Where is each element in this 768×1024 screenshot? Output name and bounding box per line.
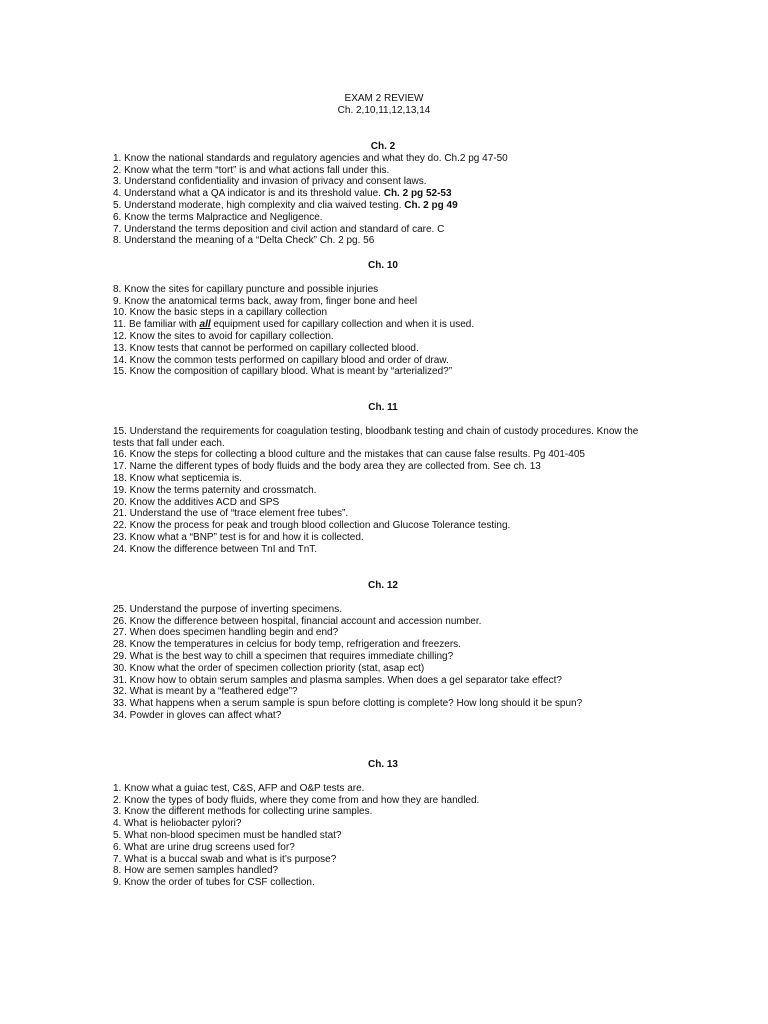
review-item-text: 32. What is meant by a “feathered edge”? <box>113 686 298 698</box>
review-item <box>113 497 653 509</box>
review-item-text: 9. Know the order of tubes for CSF collection. <box>113 877 315 889</box>
review-item-text: 24. Know the difference between TnI and TnT. <box>113 543 318 555</box>
review-item <box>113 366 653 378</box>
review-item <box>113 651 653 663</box>
review-item <box>113 520 653 532</box>
review-item <box>113 544 653 556</box>
review-list <box>113 153 653 247</box>
review-item-text: 1. Know the national standards and regulatory agencies and what they do. Ch.2 pg 47-50 <box>113 152 508 164</box>
review-item-text: 3. Understand confidentiality and invasion of privacy and consent laws. <box>113 176 427 188</box>
review-item-text: 15. Understand the requirements for coagulation testing, bloodbank testing and chain of custody procedures. Know the tests that fall under each. <box>113 425 639 449</box>
review-list <box>113 604 653 722</box>
review-item-text: 14. Know the common tests performed on capillary blood and order of draw. <box>113 354 449 366</box>
review-item <box>113 319 653 331</box>
review-item <box>113 818 653 830</box>
review-item-text: 26. Know the difference between hospital, financial account and accession number. <box>113 615 482 627</box>
review-item-text: 11. Be familiar with <box>113 319 200 331</box>
review-item-text: 8. Understand the meaning of a “Delta Check” Ch. 2 pg. 56 <box>113 235 375 247</box>
emphasis-text: all <box>199 319 211 331</box>
review-item <box>113 200 653 212</box>
review-item-text: 31. Know how to obtain serum samples and plasma samples. When does a gel separator take effect? <box>113 674 562 686</box>
review-item <box>113 532 653 544</box>
section-heading: Ch. 12 <box>367 580 398 591</box>
review-item <box>113 296 653 308</box>
review-item <box>113 224 653 236</box>
review-item-text: 10. Know the basic steps in a capillary collection <box>113 307 328 319</box>
review-item-text: 34. Powder in gloves can affect what? <box>113 709 282 721</box>
review-item <box>113 627 653 639</box>
review-item <box>113 176 653 188</box>
review-item <box>113 473 653 485</box>
review-item <box>113 508 653 520</box>
review-item <box>113 426 653 450</box>
review-item <box>113 842 653 854</box>
review-item <box>113 284 653 296</box>
review-item <box>113 865 653 877</box>
review-list <box>113 426 653 556</box>
review-item-text: 13. Know tests that cannot be performed on capillary collected blood. <box>113 342 419 354</box>
review-item <box>113 188 653 200</box>
document-header <box>0 93 768 117</box>
review-item <box>113 616 653 628</box>
review-item <box>113 331 653 343</box>
review-item <box>113 165 653 177</box>
review-item-text: 12. Know the sites to avoid for capillary collection. <box>113 330 334 342</box>
review-item-text: 28. Know the temperatures in celcius for body temp, refrigeration and freezers. <box>113 639 461 651</box>
review-item <box>113 604 653 616</box>
page-reference: Ch. 2 pg 49 <box>404 199 458 211</box>
review-item-text: 30. Know what the order of specimen collection priority (stat, asap ect) <box>113 662 425 674</box>
review-item <box>113 783 653 795</box>
review-item-text: 8. Know the sites for capillary puncture and possible injuries <box>113 283 379 295</box>
review-item-text: 21. Understand the use of “trace element free tubes”. <box>113 508 349 520</box>
document-subtitle: Ch. 2,10,11,12,13,14 <box>337 104 431 116</box>
review-item-text: 6. What are urine drug screens used for? <box>113 841 295 853</box>
review-item <box>113 663 653 675</box>
review-item-text: 18. Know what septicemia is. <box>113 472 242 484</box>
review-item-text: 4. Understand what a QA indicator is and its threshold value. <box>113 188 384 200</box>
review-item <box>113 307 653 319</box>
review-item-text: 8. How are semen samples handled? <box>113 865 279 877</box>
review-item-text: 6. Know the terms Malpractice and Negligence. <box>113 211 323 223</box>
review-item-text: 23. Know what a “BNP” test is for and how it is collected. <box>113 531 364 543</box>
review-item-text: 27. When does specimen handling begin and end? <box>113 627 339 639</box>
section-ch12 <box>113 580 653 722</box>
review-item <box>113 795 653 807</box>
review-item-text: 20. Know the additives ACD and SPS <box>113 496 280 508</box>
review-item-text: 33. What happens when a serum sample is spun before clotting is complete? How long should it be spun? <box>113 698 583 710</box>
review-item <box>113 854 653 866</box>
review-item-text: 29. What is the best way to chill a specimen that requires immediate chilling? <box>113 650 454 662</box>
review-list <box>113 284 653 378</box>
review-item-text: 7. Understand the terms deposition and civil action and standard of care. C <box>113 223 445 235</box>
review-item-text: 9. Know the anatomical terms back, away from, finger bone and heel <box>113 295 418 307</box>
review-item-text: 22. Know the process for peak and trough blood collection and Glucose Tolerance testing. <box>113 520 511 532</box>
section-ch13 <box>113 759 653 889</box>
review-item-text: 3. Know the different methods for collecting urine samples. <box>113 806 373 818</box>
review-item <box>113 710 653 722</box>
document-title: EXAM 2 REVIEW <box>344 93 424 104</box>
review-item <box>113 485 653 497</box>
review-item-text: 1. Know what a guiac test, C&S, AFP and O&P tests are. <box>113 782 365 794</box>
section-heading: Ch. 10 <box>367 260 398 271</box>
review-item <box>113 153 653 165</box>
section-ch10 <box>113 260 653 378</box>
review-item <box>113 461 653 473</box>
review-item-text: 19. Know the terms paternity and crossmatch. <box>113 484 317 496</box>
review-item <box>113 698 653 710</box>
review-item <box>113 639 653 651</box>
review-item-text: 16. Know the steps for collecting a blood culture and the mistakes that can cause false results. Pg 401-405 <box>113 449 585 461</box>
section-ch2 <box>113 141 653 247</box>
review-item-text: 15. Know the composition of capillary blood. What is meant by “arterialized?” <box>113 366 453 378</box>
review-item <box>113 830 653 842</box>
review-item-text: 25. Understand the purpose of inverting specimens. <box>113 603 343 615</box>
review-list <box>113 783 653 889</box>
review-item-text: 7. What is a buccal swab and what is it’s purpose? <box>113 853 337 865</box>
review-item-text-continued: equipment used for capillary collection and when it is used. <box>210 319 475 331</box>
review-item <box>113 877 653 889</box>
section-ch11 <box>113 402 653 556</box>
review-item <box>113 686 653 698</box>
section-heading: Ch. 13 <box>367 759 398 770</box>
review-item <box>113 675 653 687</box>
review-item-text: 4. What is heliobacter pylori? <box>113 818 242 830</box>
section-heading: Ch. 11 <box>368 402 398 413</box>
review-item-text: 2. Know what the term “tort” is and what actions fall under this. <box>113 164 390 176</box>
review-item-text: 2. Know the types of body fluids, where they come from and how they are handled. <box>113 794 480 806</box>
page-reference: Ch. 2 pg 52-53 <box>383 188 452 200</box>
review-item <box>113 343 653 355</box>
review-item-text: 17. Name the different types of body fluids and the body area they are collected from. See ch. 13 <box>113 461 541 473</box>
review-item <box>113 806 653 818</box>
review-item <box>113 235 653 247</box>
section-heading: Ch. 2 <box>370 141 396 152</box>
review-item <box>113 355 653 367</box>
review-item-text: 5. What non-blood specimen must be handled stat? <box>113 829 342 841</box>
review-item <box>113 212 653 224</box>
review-item-text: 5. Understand moderate, high complexity and clia waived testing. <box>113 199 405 211</box>
review-item <box>113 449 653 461</box>
